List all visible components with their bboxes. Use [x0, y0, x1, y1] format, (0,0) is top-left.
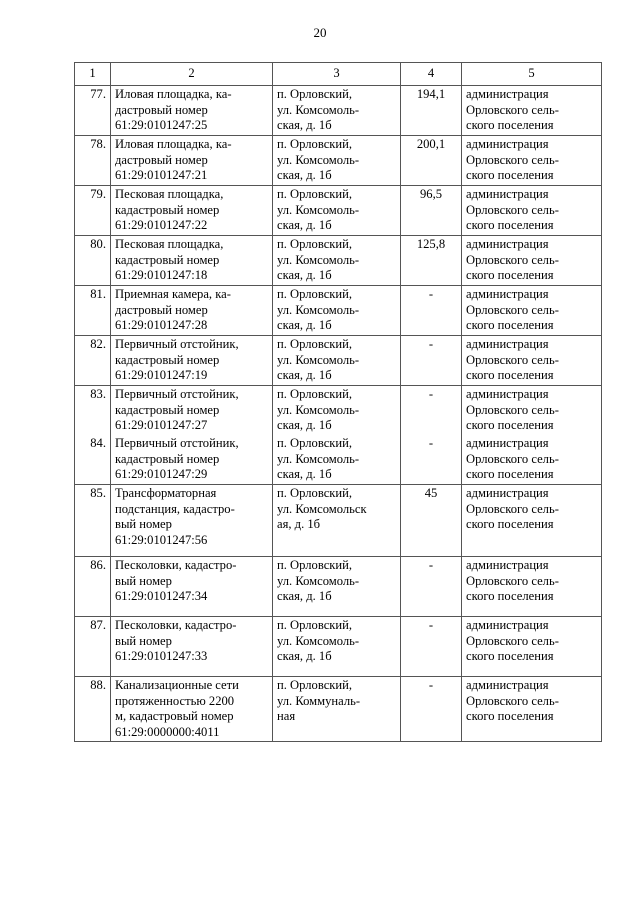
row-number: 83.: [75, 386, 111, 436]
object-owner: администрация Орловского сель- ского поселения: [462, 485, 602, 557]
object-owner: администрация Орловского сель- ского поселения: [462, 677, 602, 742]
object-area: -: [401, 286, 462, 336]
object-area: 125,8: [401, 236, 462, 286]
object-area: -: [401, 557, 462, 617]
object-owner: администрация Орловского сель- ского поселения: [462, 136, 602, 186]
object-address: п. Орловский, ул. Комсомоль- ская, д. 1б: [273, 236, 401, 286]
header-col-4: 4: [401, 63, 462, 86]
object-name: Песковая площадка, кадастровый номер 61:29:0101247:18: [111, 236, 273, 286]
object-name: Первичный отстойник, кадастровый номер 61:29:0101247:27: [111, 386, 273, 436]
object-address: п. Орловский, ул. Комсомоль- ская, д. 1б: [273, 186, 401, 236]
row-number: 77.: [75, 86, 111, 136]
row-number: 79.: [75, 186, 111, 236]
table-row: [75, 617, 602, 677]
object-area: 96,5: [401, 186, 462, 236]
object-address: п. Орловский, ул. Коммуналь- ная: [273, 677, 401, 742]
object-name: Приемная камера, ка- дастровый номер 61:29:0101247:28: [111, 286, 273, 336]
object-name: Канализационные сети протяженностью 2200 м, кадастровый номер 61:29:0000000:4011: [111, 677, 273, 742]
object-address: п. Орловский, ул. Комсомоль- ская, д. 1б: [273, 286, 401, 336]
row-number: 85.: [75, 485, 111, 557]
property-table: [74, 62, 602, 742]
table-row: [75, 386, 602, 436]
header-col-2: 2: [111, 63, 273, 86]
row-number: 86.: [75, 557, 111, 617]
object-address: п. Орловский, ул. Комсомоль- ская, д. 1б: [273, 435, 401, 485]
object-address: п. Орловский, ул. Комсомоль- ская, д. 1б: [273, 336, 401, 386]
object-owner: администрация Орловского сель- ского поселения: [462, 86, 602, 136]
table-row: [75, 485, 602, 557]
object-address: п. Орловский, ул. Комсомольск ая, д. 1б: [273, 485, 401, 557]
object-name: Песковая площадка, кадастровый номер 61:29:0101247:22: [111, 186, 273, 236]
object-owner: администрация Орловского сель- ского поселения: [462, 435, 602, 485]
object-area: -: [401, 336, 462, 386]
object-name: Первичный отстойник, кадастровый номер 61:29:0101247:29: [111, 435, 273, 485]
object-owner: администрация Орловского сель- ского поселения: [462, 336, 602, 386]
table-row: [75, 86, 602, 136]
table-row: [75, 435, 602, 485]
object-address: п. Орловский, ул. Комсомоль- ская, д. 1б: [273, 617, 401, 677]
object-name: Трансформаторная подстанция, кадастро- вый номер 61:29:0101247:56: [111, 485, 273, 557]
row-number: 84.: [75, 435, 111, 485]
object-owner: администрация Орловского сель- ского поселения: [462, 617, 602, 677]
object-address: п. Орловский, ул. Комсомоль- ская, д. 1б: [273, 136, 401, 186]
row-number: 78.: [75, 136, 111, 186]
object-owner: администрация Орловского сель- ского поселения: [462, 236, 602, 286]
object-area: 45: [401, 485, 462, 557]
row-number: 82.: [75, 336, 111, 386]
object-area: -: [401, 386, 462, 436]
row-number: 81.: [75, 286, 111, 336]
object-name: Иловая площадка, ка- дастровый номер 61:29:0101247:25: [111, 86, 273, 136]
object-area: -: [401, 617, 462, 677]
table-row: [75, 236, 602, 286]
header-col-3: 3: [273, 63, 401, 86]
table-row: [75, 677, 602, 742]
header-col-5: 5: [462, 63, 602, 86]
row-number: 87.: [75, 617, 111, 677]
header-col-1: 1: [75, 63, 111, 86]
object-area: -: [401, 677, 462, 742]
object-address: п. Орловский, ул. Комсомоль- ская, д. 1б: [273, 86, 401, 136]
object-name: Песколовки, кадастро- вый номер 61:29:0101247:34: [111, 557, 273, 617]
object-name: Песколовки, кадастро- вый номер 61:29:0101247:33: [111, 617, 273, 677]
object-owner: администрация Орловского сель- ского поселения: [462, 557, 602, 617]
object-area: -: [401, 435, 462, 485]
object-area: 194,1: [401, 86, 462, 136]
object-owner: администрация Орловского сель- ского поселения: [462, 386, 602, 436]
object-name: Первичный отстойник, кадастровый номер 61:29:0101247:19: [111, 336, 273, 386]
header-row: [75, 63, 602, 86]
object-address: п. Орловский, ул. Комсомоль- ская, д. 1б: [273, 386, 401, 436]
object-name: Иловая площадка, ка- дастровый номер 61:29:0101247:21: [111, 136, 273, 186]
object-address: п. Орловский, ул. Комсомоль- ская, д. 1б: [273, 557, 401, 617]
table-row: [75, 336, 602, 386]
table-row: [75, 136, 602, 186]
row-number: 88.: [75, 677, 111, 742]
table-row: [75, 557, 602, 617]
object-owner: администрация Орловского сель- ского поселения: [462, 286, 602, 336]
page-number: 20: [313, 25, 327, 40]
object-owner: администрация Орловского сель- ского поселения: [462, 186, 602, 236]
table-row: [75, 286, 602, 336]
table-row: [75, 186, 602, 236]
object-area: 200,1: [401, 136, 462, 186]
row-number: 80.: [75, 236, 111, 286]
